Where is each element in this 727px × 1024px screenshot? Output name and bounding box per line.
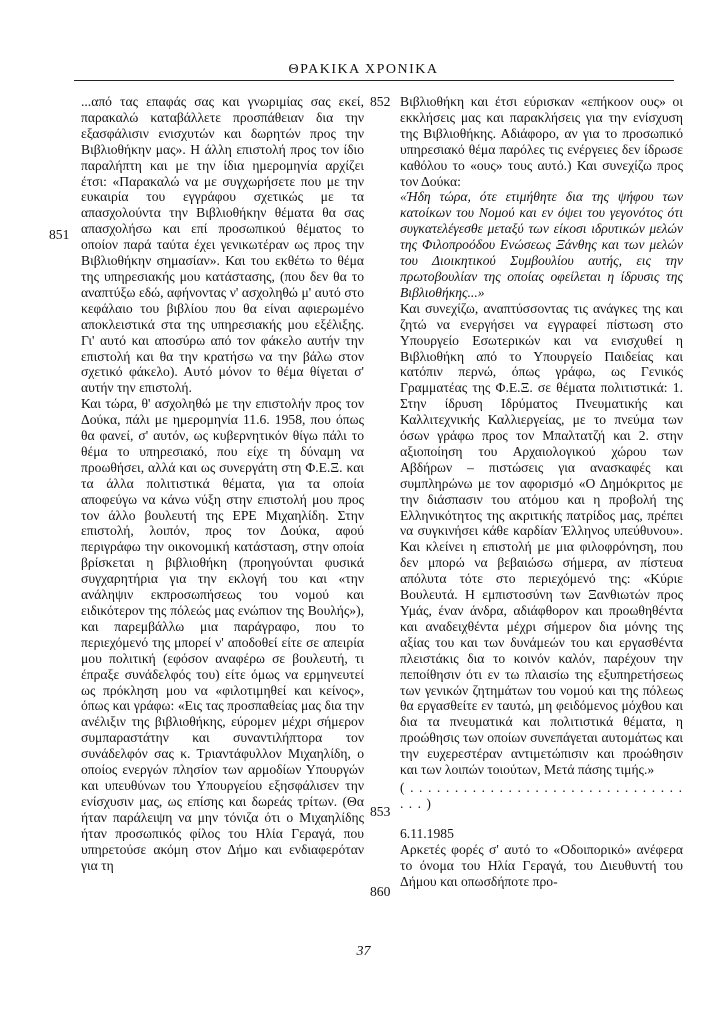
right-paragraph-3: Αρκετές φορές σ' αυτό το «Οδοιπορικό» ανέφερα το όνομα του Ηλία Γεραγά, του Διευθυντή του Δήμου και οπωσδήποτε προ- — [400, 841, 683, 889]
page-number: 37 — [356, 944, 371, 959]
header-rule — [74, 80, 674, 81]
running-header: ΘΡΑΚΙΚΑ ΧΡΟΝΙΚΑ — [288, 62, 439, 77]
line-number-860: 860 — [370, 884, 391, 899]
left-paragraph-1: ...από τας επαφάς σας και γνωριμίας σας εκεί, παρακαλώ καταβάλλετε προσπάθειαν δια την εξασφάλισιν ενισχυτών και δωρητών προς την Βιβλιοθήκην μας». Η άλλη επιστολή προς τον ίδιο παραλήπτη και με την ίδια ημερομηνία αρχίζει έτσι: «Παρακαλώ να με συγχωρήσετε που με την ευκαιρία του εγγράφου σχετικώς με τα απασχολούντα την Βιβλιοθήκην θέματα θα σας απασχολήσω και επί προσωπικού θέματος το οποίον παρά ταύτα έχει γενικωτέραν ως προς την Βιβλιοθήκην σημασίαν». Και του εκθέτω το θέμα της υπηρεσιακής μου κατάστασης, (που δεν θα το αναπτύξω εδώ, αφήνοντας ν' ασχοληθώ μ' αυτό στο κεφάλαιο του βιβλίου που θα είναι αφιερωμένο αποκλειστικά στα της υπηρεσιακής μου εξέλιξης. Γι' αυτό και αποσύρω από τον φάκελο αυτήν την επιστολή και θα την κρατήσω να την βάλω στον σχετικό φάκελο). Αυτό μόνον το θέμα θίγεται σ' αυτήν την επιστολή. — [81, 94, 364, 396]
right-quote: «Ήδη τώρα, ότε ετιμήθητε δια της ψήφου των κατοίκων του Νομού και εν όψει του γεγονότος ότι συγκατελέγεσθε μεταξύ των είκοσι ιδρυτικών μελών της Φιλοπροόδου Ενώσεως Ξάνθης και των μελών του Διοικητικού Συμβουλίου αυτής, εις την πρωτοβουλίαν της οποίας οφείλεται η ίδρυσις της Βιβλιοθήκης...» — [400, 189, 683, 300]
entry-date: 6.11.1985 — [400, 825, 454, 841]
line-number-852: 852 — [370, 94, 391, 109]
line-number-853: 853 — [370, 804, 391, 819]
right-column — [400, 94, 683, 889]
right-paragraph-2: Και συνεχίζω, αναπτύσσοντας τις ανάγκες της και ζητώ να ενεργήσει να εγγραφεί πίστωση στο Υπουργείο Εσωτερικών και να ενισχυθεί η Βιβλιοθήκη από το Υπουργείο Παιδείας και κατόπιν περνώ, όπως γράφω, ως Γενικός Γραμματέας της Φ.Ε.Ξ. σε θέματα πολιτιστικά: 1. Στην ίδρυση Ιδρύματος Πνευματικής και Καλλιτεχνικής Καλλιεργείας, με το πνεύμα των όσων γράφω προς τον Μπαλτατζή και 2. στην αξιοποίηση του Αρχαιολογικού χώρου των Αβδήρων – πιστώσεις για ανασκαφές και συμπληρώνω με τον αφορισμό «Ο Δημόκριτος με την διάσπασιν του ατόμου και η προβολή της Ελληνικότητος της ακριτικής πατρίδος μας, πρέπει να συγκινήσει κάθε καρδίαν Έλληνος υπεύθυνου». Και κλείνει η επιστολή με μια φιλοφρόνηση, που δεν μπορώ να βεβαιώσω σήμερα, αν πίστευα απόλυτα τότε στο περιεχόμενό της: «Κύριε Βουλευτά. Η εμπιστοσύνη των Ξανθιωτών προς Υμάς, έναν άνδρα, αδιάφθορον και προωθηθέντα και αναδειχθέντα μέχρι σήμερον δια μόνης της αξίας του και των δυνάμεών του και εργασθέντα πλειστάκις δια το κοινόν καλόν, παρέχουν την πεποίθησιν ότι εν τω πλαισίω της εξυπηρετήσεως των γενικών ζητημάτων του νομού και της πόλεως θα εργασθείτε εν ταυτώ, μη φειδόμενος μόχθου και δια τα πνευματικά και πολιτιστικά θέματα, η προώθησις των οποίων συνεπάγεται αυτομάτως και την ευχερεστέραν αντιμετώπισιν και προώθησιν και των λοιπών τοιούτων, Μετά πάσης τιμής.» — [400, 300, 683, 778]
left-column — [81, 94, 364, 873]
right-paragraph-1: Βιβλιοθήκη και έτσι εύρισκαν «επήκοον ους» οι εκκλήσεις μας και παρακλήσεις για την ενίσχυση της Βιβλιοθήκης. Αδιάφορο, αν για το προσωπικό υπηρεσιακό θέμα παρόλες τις ενέργειες δεν ίδρωσε καθόλου το «ους» τους αυτό.) Και συνεχίζω προς τον Δούκα: — [400, 94, 683, 189]
left-paragraph-2: Και τώρα, θ' ασχοληθώ με την επιστολήν προς τον Δούκα, πάλι με ημερομηνία 11.6. 1958, που όπως θα φανεί, σ' αυτόν, ως κυβερνητικόν θίγω πάλι το θέμα το υπηρεσιακό, που είχε τη δύναμη να προωθήσει, αλλά και ως συνεργάτη στη Φ.Ε.Ξ. και τα άλλα πολιτιστικά θέματα, για τα οποία αποφεύγω να κάνω νύξη στην επιστολή μου προς τον άλλο βουλευτή της ΕΡΕ Μιχαηλίδη. Στην επιστολή, λοιπόν, προς τον Δούκα, αφού περιγράφω την οικονομική κατάσταση, στην οποία βρίσκεται η βιβλιοθήκη (προηγούνται φυσικά συγχαρητήρια για την εκλογή του και «την ανάληψιν εκπροσωπήσεως του νομού και ειδικότερον της πόλεώς μας ενώπιον της Βουλής»), και παρεμβάλλω μια παράγραφο, που το περιεχόμενό της μπορεί ν' αποδοθεί είτε σε απειρία μου πολιτική (εφόσον αναφέρω σε βουλευτή, τι έπραξε συνάδελφός του) είτε όμως να ερμηνευτεί ως πρόκληση μου να «φιλοτιμηθεί και κείνος», όπως και γράφω: «Εις τας προσπαθείας μας δια την ανέλιξιν της βιβλιοθήκης, εύρομεν μέχρι σήμερον συμπαραστάτην και συναντιλήπτορα τον συνάδελφόν σας κ. Τριαντάφυλλον Μιχαηλίδη, ο οποίος ενεργών πλησίον των αρμοδίων Υπουργών και υπευθύνων του Υπουργείου εξησφάλισεν την ενίσχυσιν μας, ως επίσης και δωρεάς τρίτων. (Θα ήταν παράλειψη να μην τόνιζα ότι ο Μιχαηλίδης ήταν προσωπικός φίλος του Ηλία Γεραγά, που υπηρετούσε ακόμη στον Δήμο και ενδιαφερόταν για τη — [81, 396, 364, 873]
ellipsis-line: ( . . . . . . . . . . . . . . . . . . . . . . . . . . . . . . . . . . ) — [400, 779, 683, 811]
line-number-851: 851 — [49, 227, 70, 242]
